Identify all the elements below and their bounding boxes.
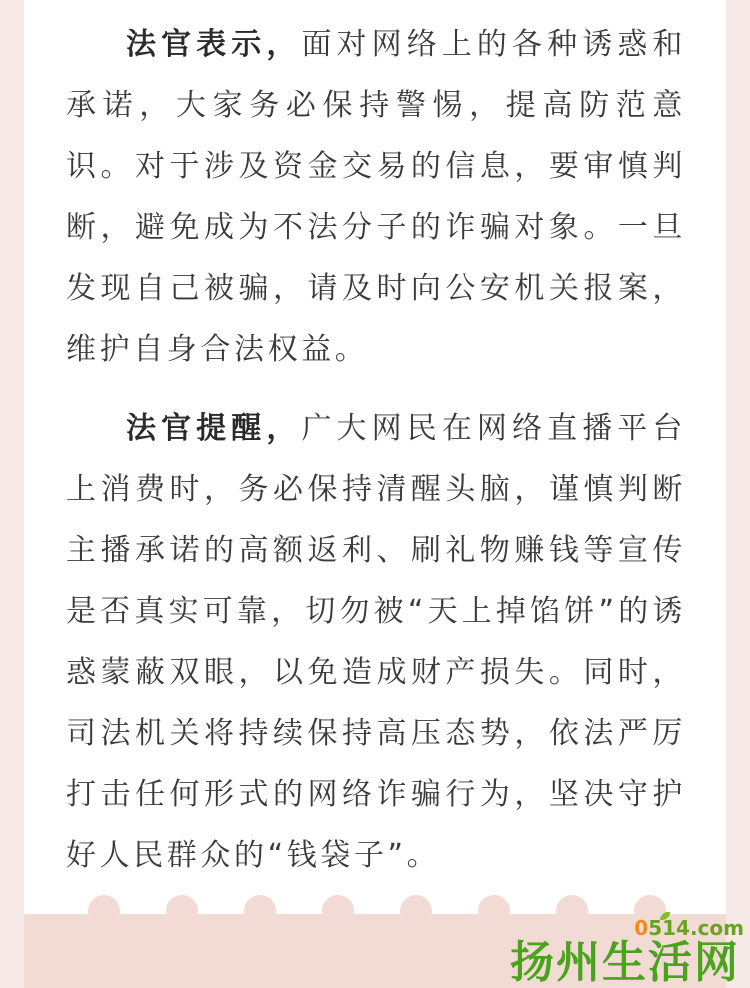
watermark-site-rest: 514.com xyxy=(648,916,744,940)
article-page xyxy=(24,0,726,988)
paragraph-lead: 法官表示， xyxy=(126,27,302,62)
paragraph-body: 广大网民在网络直播平台上消费时，务必保持清醒头脑，谨慎判断主播承诺的高额返利、刷礼物赚钱等宣传是否真实可靠，切勿被“天上掉馅饼”的诱惑蒙蔽双眼，以免造成财产损失。同时，司法机关将持续保持高压态势，依法严厉打击任何形式的网络诈骗行为，坚决守护好人民群众的“钱袋子”。 xyxy=(66,411,686,873)
watermark-logo: 扬州生活网 xyxy=(510,937,740,988)
paragraph-judge-reminder xyxy=(66,398,686,886)
paragraph-lead: 法官提醒， xyxy=(126,411,302,446)
paragraph-body: 面对网络上的各种诱惑和承诺，大家务必保持警惕，提高防范意识。对于涉及资金交易的信息，要审慎判断，避免成为不法分子的诈骗对象。一旦发现自己被骗，请及时向公安机关报案，维护自身合法权益。 xyxy=(66,27,686,367)
watermark-site-prefix: 0 xyxy=(634,916,649,940)
paragraph-judge-statement xyxy=(66,14,686,380)
